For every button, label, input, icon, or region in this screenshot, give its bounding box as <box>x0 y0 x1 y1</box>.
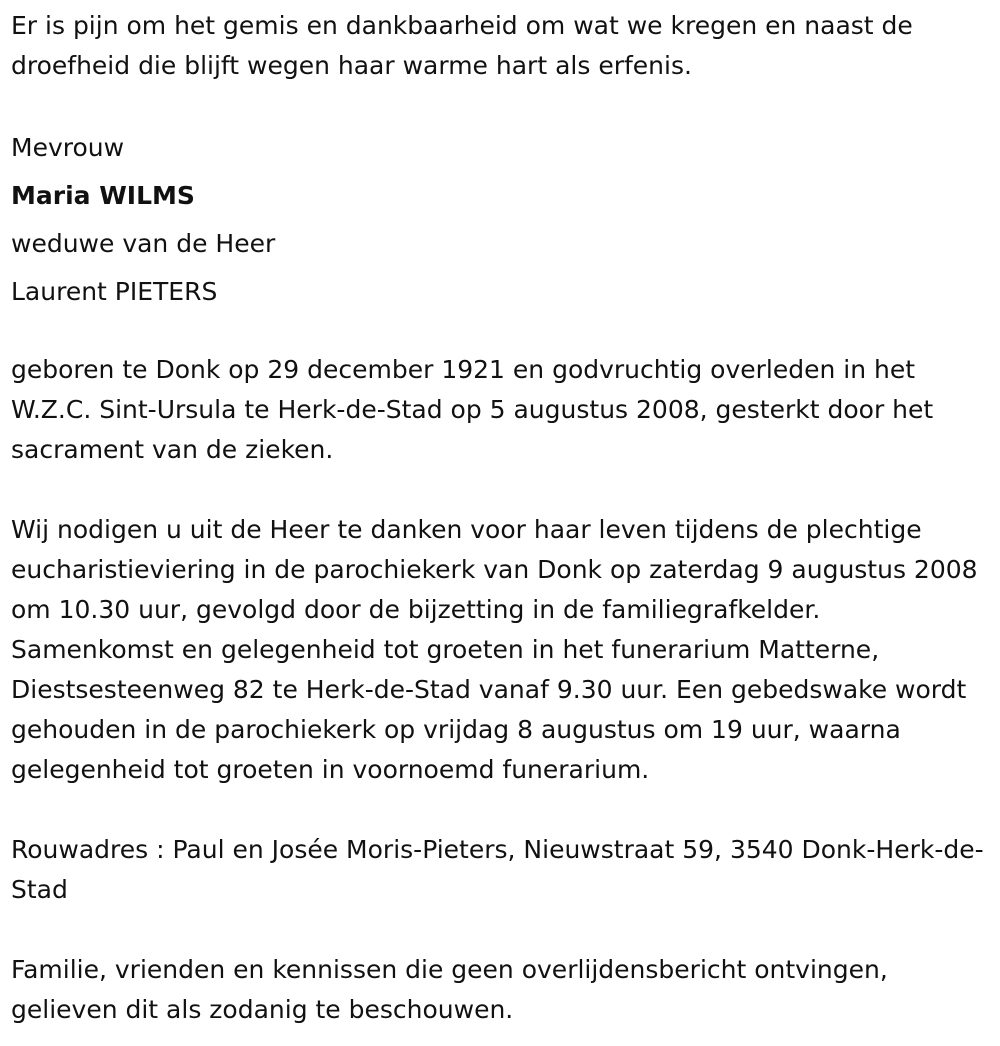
deceased-name: Maria WILMS <box>11 181 195 210</box>
widow-of-text: weduwe van de Heer <box>11 229 276 258</box>
ceremony-paragraph: Wij nodigen u uit de Heer te danken voor haar leven tijdens de plechtige eucharistieviering in de parochiekerk van Donk op zaterdag 9 augustus 2008 om 10.30 uur, gevolgd door de bijzetting in de familiegrafkelder. Samenkomst en gelegenheid tot groeten in het funerarium Matterne, Diestsesteenweg 82 te Herk-de-Stad vanaf 9.30 uur. Een gebedswake wordt gehouden in de parochiekerk op vrijdag 8 augustus om 19 uur, waarna gelegenheid tot groeten in voornoemd funerarium. <box>11 515 978 784</box>
obituary-notice <box>11 6 991 1030</box>
salutation: Mevrouw <box>11 133 125 162</box>
closing-text: Familie, vrienden en kennissen die geen overlijdensbericht ontvingen, gelieven dit als zodanig te beschouwen. <box>11 955 888 1024</box>
spouse-name: Laurent PIETERS <box>11 277 218 306</box>
intro-text: Er is pijn om het gemis en dankbaarheid om wat we kregen en naast de droefheid die blijft wegen haar warme hart als erfenis. <box>11 11 913 80</box>
mourning-address: Rouwadres : Paul en Josée Moris-Pieters, Nieuwstraat 59, 3540 Donk-Herk-de-Stad <box>11 835 984 904</box>
birth-death-paragraph: geboren te Donk op 29 december 1921 en godvruchtig overleden in het W.Z.C. Sint-Ursula te Herk-de-Stad op 5 augustus 2008, gesterkt door het sacrament van de zieken. <box>11 355 934 464</box>
